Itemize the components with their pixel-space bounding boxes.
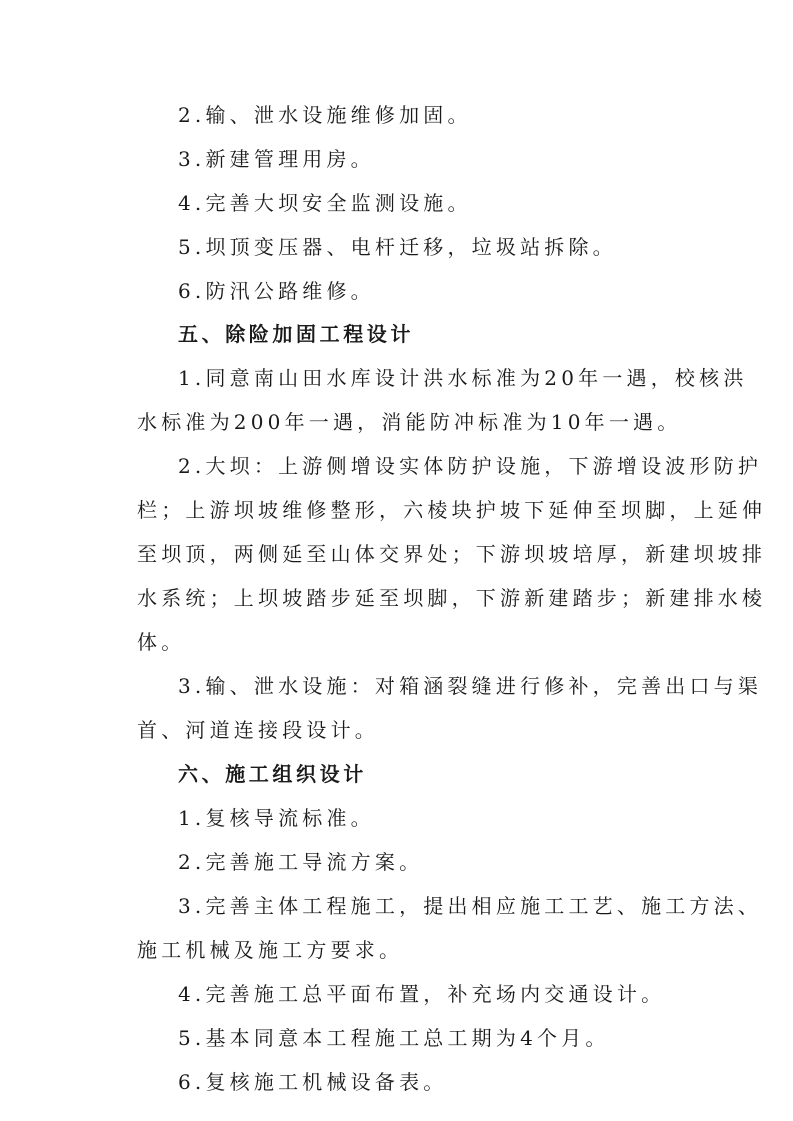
- list-item-5: 5.基本同意本工程施工总工期为4个月。: [178, 1026, 610, 1050]
- list-item-3: 3.新建管理用房。: [178, 147, 375, 171]
- paragraph-line: 水系统；上坝坡踏步延至坝脚，下游新建踏步；新建排水棱: [137, 586, 767, 610]
- list-item-3: 3.完善主体工程施工，提出相应施工工艺、施工方法、: [178, 894, 763, 918]
- paragraph-line: 2.大坝：上游侧增设实体防护设施，下游增设波形防护: [178, 454, 763, 478]
- paragraph-line: 至坝顶，两侧延至山体交界处；下游坝坡培厚，新建坝坡排: [137, 542, 767, 566]
- list-item-6: 6.防汛公路维修。: [178, 279, 375, 303]
- section-heading-5: 五、除险加固工程设计: [178, 322, 414, 346]
- paragraph-line: 首、河道连接段设计。: [137, 718, 379, 742]
- paragraph-line: 栏；上游坝坡维修整形，六棱块护坡下延伸至坝脚，上延伸: [137, 498, 767, 522]
- paragraph-line: 水标准为200年一遇，消能防冲标准为10年一遇。: [137, 410, 682, 434]
- paragraph-line: 体。: [137, 630, 186, 654]
- list-item-4: 4.完善大坝安全监测设施。: [178, 191, 472, 215]
- paragraph-line: 3.输、泄水设施：对箱涵裂缝进行修补，完善出口与渠: [178, 674, 763, 698]
- list-item-5: 5.坝顶变压器、电杆迁移，垃圾站拆除。: [178, 235, 617, 259]
- paragraph-line: 施工机械及施工方要求。: [137, 938, 404, 962]
- list-item-1: 1.复核导流标准。: [178, 806, 375, 830]
- section-heading-6: 六、施工组织设计: [178, 762, 367, 786]
- list-item-2: 2.完善施工导流方案。: [178, 850, 424, 874]
- paragraph-line: 1.同意南山田水库设计洪水标准为20年一遇，校核洪: [178, 366, 748, 390]
- list-item-2: 2.输、泄水设施维修加固。: [178, 103, 472, 127]
- list-item-6: 6.复核施工机械设备表。: [178, 1070, 448, 1094]
- list-item-4: 4.完善施工总平面布置，补充场内交通设计。: [178, 982, 666, 1006]
